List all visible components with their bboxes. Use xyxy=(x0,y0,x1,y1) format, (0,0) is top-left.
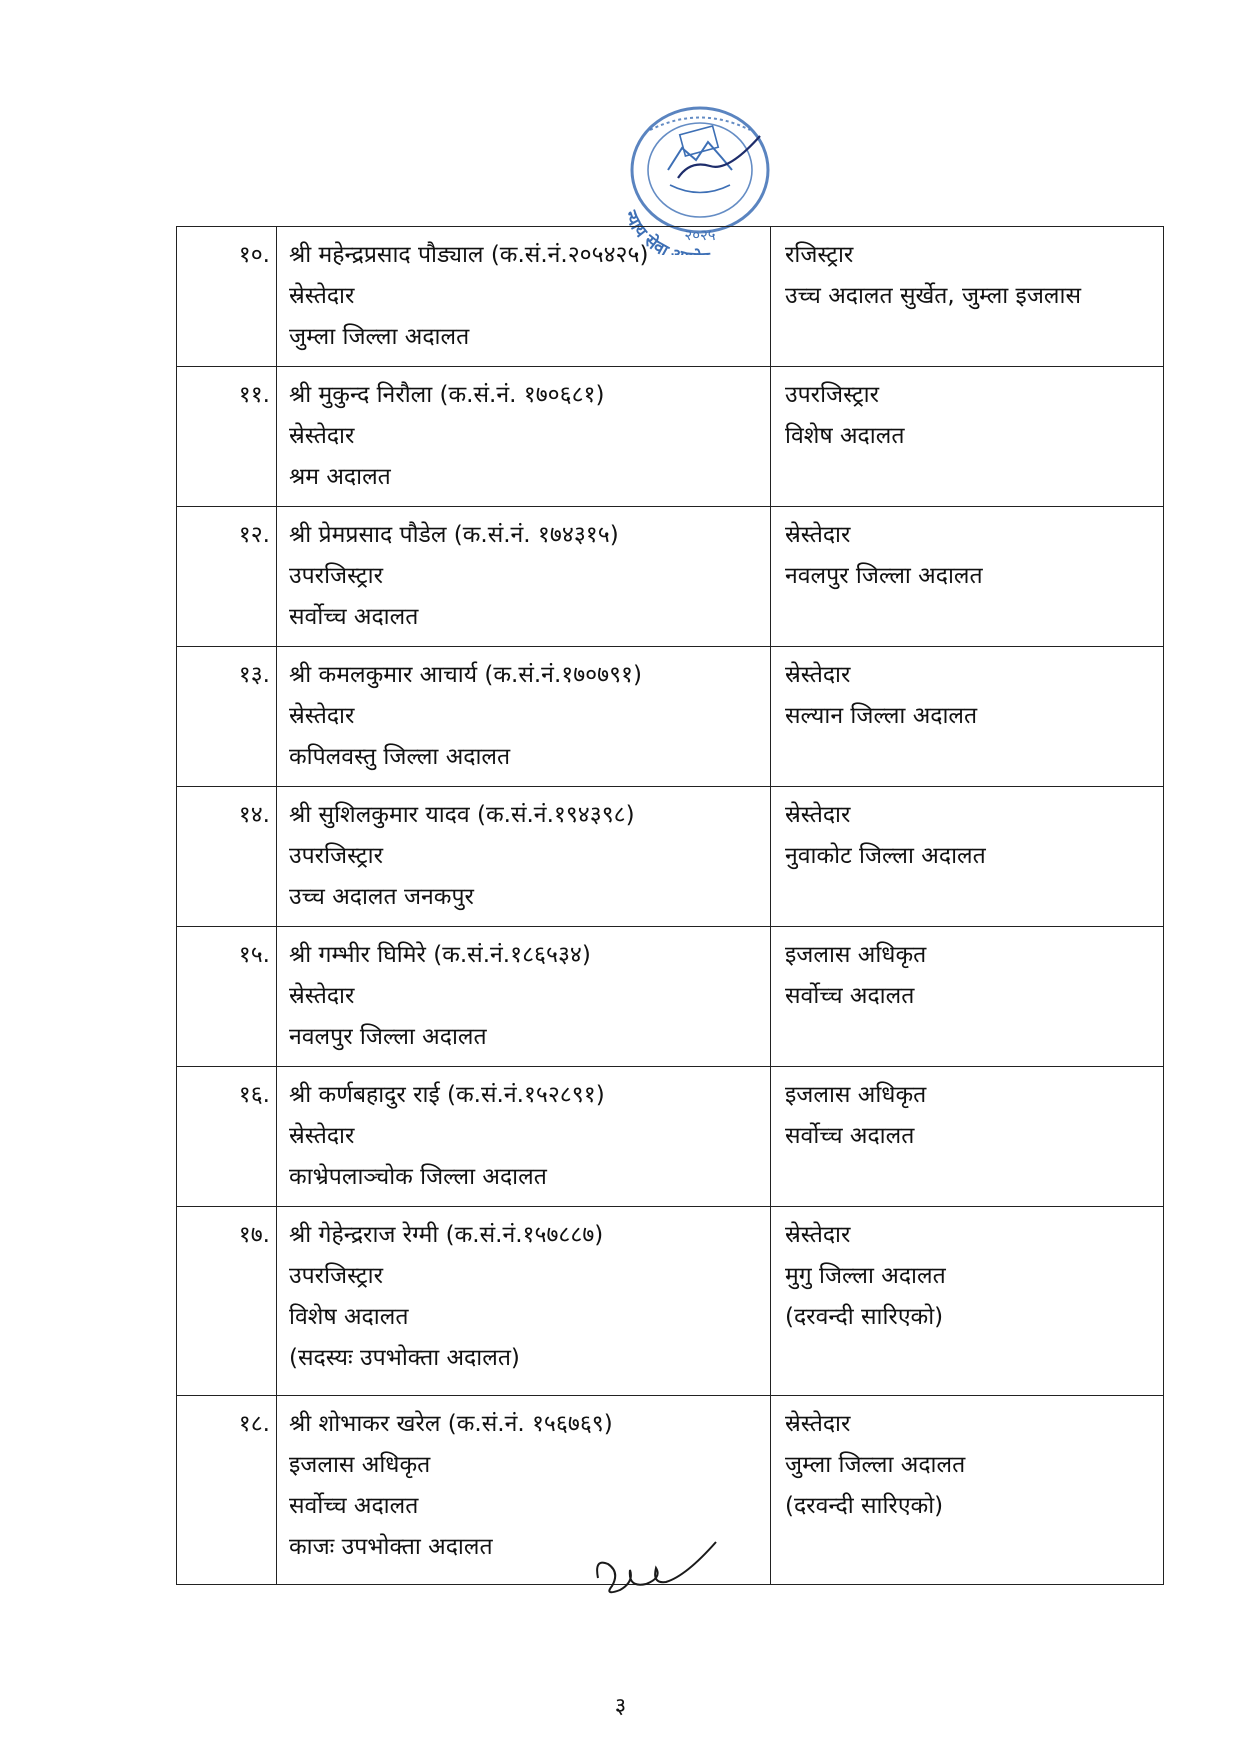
current-post-line: स्रेस्तेदार xyxy=(289,1123,355,1149)
new-post-cell xyxy=(771,507,1164,647)
new-post-line: रजिस्ट्रार xyxy=(785,242,854,268)
current-post-line: काभ्रेपलाञ्चोक जिल्ला अदालत xyxy=(289,1164,547,1190)
new-post-line: नवलपुर जिल्ला अदालत xyxy=(785,563,983,589)
table-row xyxy=(177,787,1164,927)
new-post-line: (दरवन्दी सारिएको) xyxy=(785,1493,944,1519)
current-post-line: श्रम अदालत xyxy=(289,464,391,490)
serial-number: १३. xyxy=(177,647,277,787)
current-post-line: स्रेस्तेदार xyxy=(289,703,355,729)
serial-number: १५. xyxy=(177,927,277,1067)
new-post-cell xyxy=(771,647,1164,787)
current-post-line: सर्वोच्च अदालत xyxy=(289,604,419,630)
employee-name: श्री गम्भीर घिमिरे (क.सं.नं.१८६५३४) xyxy=(289,942,591,968)
current-post-cell xyxy=(277,647,771,787)
current-post-line: विशेष अदालत xyxy=(289,1304,409,1330)
employee-name: श्री सुशिलकुमार यादव (क.सं.नं.१९४३९८) xyxy=(289,802,635,828)
current-post-line: उपरजिस्ट्रार xyxy=(289,563,384,589)
table-row xyxy=(177,227,1164,367)
serial-number: १६. xyxy=(177,1067,277,1207)
current-post-line: सर्वोच्च अदालत xyxy=(289,1493,419,1519)
current-post-line: इजलास अधिकृत xyxy=(289,1452,431,1478)
serial-number: १४. xyxy=(177,787,277,927)
new-post-line: सल्यान जिल्ला अदालत xyxy=(785,703,978,729)
seal-caption: न्याय सेवा xyxy=(619,208,672,255)
current-post-line: कपिलवस्तु जिल्ला अदालत xyxy=(289,744,511,770)
employee-name: श्री गेहेन्द्रराज रेग्मी (क.सं.नं.१५७८८७) xyxy=(289,1222,604,1248)
current-post-cell xyxy=(277,1067,771,1207)
signature xyxy=(590,1538,720,1600)
table-row xyxy=(177,367,1164,507)
current-post-cell xyxy=(277,227,771,367)
new-post-line: (दरवन्दी सारिएको) xyxy=(785,1304,944,1330)
serial-number: ११. xyxy=(177,367,277,507)
employee-name: श्री मुकुन्द निरौला (क.सं.नं. १७०६८१) xyxy=(289,382,605,408)
new-post-line: इजलास अधिकृत xyxy=(785,1082,927,1108)
current-post-cell xyxy=(277,507,771,647)
employee-name: श्री प्रेमप्रसाद पौडेल (क.सं.नं. १७४३१५) xyxy=(289,522,619,548)
current-post-line: उपरजिस्ट्रार xyxy=(289,843,384,869)
new-post-cell xyxy=(771,787,1164,927)
current-post-cell xyxy=(277,367,771,507)
current-post-cell xyxy=(277,1207,771,1396)
new-post-line: जुम्ला जिल्ला अदालत xyxy=(785,1452,966,1478)
new-post-line: सर्वोच्च अदालत xyxy=(785,1123,915,1149)
new-post-line: स्रेस्तेदार xyxy=(785,662,851,688)
transfer-table xyxy=(176,226,1164,1585)
current-post-line: उपरजिस्ट्रार xyxy=(289,1263,384,1289)
current-post-line: नवलपुर जिल्ला अदालत xyxy=(289,1024,487,1050)
new-post-line: स्रेस्तेदार xyxy=(785,522,851,548)
table-row xyxy=(177,1207,1164,1396)
new-post-line: स्रेस्तेदार xyxy=(785,1411,851,1437)
new-post-cell xyxy=(771,1396,1164,1585)
new-post-line: उच्च अदालत सुर्खेत, जुम्ला इजलास xyxy=(785,283,1082,309)
new-post-cell xyxy=(771,1067,1164,1207)
current-post-cell xyxy=(277,927,771,1067)
new-post-line: स्रेस्तेदार xyxy=(785,1222,851,1248)
current-post-line: उच्च अदालत जनकपुर xyxy=(289,884,474,910)
current-post-line: स्रेस्तेदार xyxy=(289,283,355,309)
signature-icon xyxy=(590,1538,720,1600)
employee-name: श्री शोभाकर खरेल (क.सं.नं. १५६७६९) xyxy=(289,1411,613,1437)
new-post-line: स्रेस्तेदार xyxy=(785,802,851,828)
new-post-line: सर्वोच्च अदालत xyxy=(785,983,915,1009)
new-post-line: नुवाकोट जिल्ला अदालत xyxy=(785,843,986,869)
new-post-line: उपरजिस्ट्रार xyxy=(785,382,880,408)
current-post-cell xyxy=(277,787,771,927)
table-row xyxy=(177,1067,1164,1207)
new-post-cell xyxy=(771,227,1164,367)
employee-name: श्री कमलकुमार आचार्य (क.सं.नं.१७०७९१) xyxy=(289,662,642,688)
employee-name: श्री महेन्द्रप्रसाद पौड्याल (क.सं.नं.२०५४२५) xyxy=(289,242,649,268)
serial-number: १८. xyxy=(177,1396,277,1585)
new-post-cell xyxy=(771,927,1164,1067)
new-post-line: मुगु जिल्ला अदालत xyxy=(785,1263,946,1289)
table-row xyxy=(177,927,1164,1067)
serial-number: १७. xyxy=(177,1207,277,1396)
current-post-line: स्रेस्तेदार xyxy=(289,983,355,1009)
new-post-line: विशेष अदालत xyxy=(785,423,905,449)
serial-number: १२. xyxy=(177,507,277,647)
serial-number: १०. xyxy=(177,227,277,367)
table-row xyxy=(177,647,1164,787)
page-number: ३ xyxy=(614,1694,627,1719)
current-post-line: स्रेस्तेदार xyxy=(289,423,355,449)
new-post-cell xyxy=(771,1207,1164,1396)
table-row xyxy=(177,507,1164,647)
seal-year: २०२५ xyxy=(684,226,716,244)
current-post-line: (सदस्यः उपभोक्ता अदालत) xyxy=(289,1345,520,1371)
new-post-cell xyxy=(771,367,1164,507)
new-post-line: इजलास अधिकृत xyxy=(785,942,927,968)
current-post-line: काजः उपभोक्ता अदालत xyxy=(289,1534,493,1560)
employee-name: श्री कर्णबहादुर राई (क.सं.नं.१५२८९१) xyxy=(289,1082,605,1108)
current-post-line: जुम्ला जिल्ला अदालत xyxy=(289,324,470,350)
